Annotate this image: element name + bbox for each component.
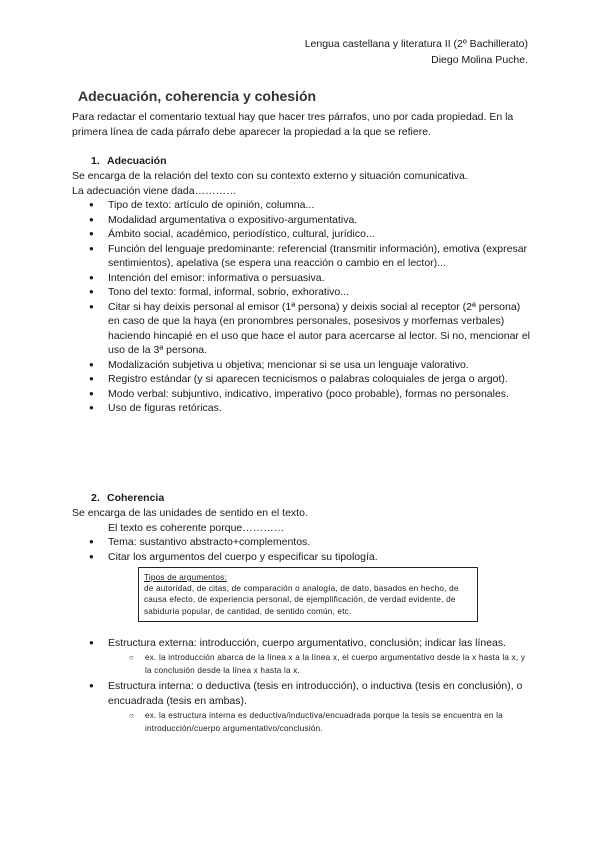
section-coherencia: [72, 491, 532, 735]
bullet-list: [72, 636, 532, 651]
list-item: ● Citar los argumentos del cuerpo y especificar su tipología.: [72, 550, 532, 565]
list-item: ● Tema: sustantivo abstracto+complementos.: [72, 535, 532, 550]
bullet-list: [72, 198, 532, 416]
argument-types-box: [138, 567, 478, 622]
course-name: Lengua castellana y literatura II (2º Bachillerato): [304, 38, 528, 50]
section-lead: Se encarga de la relación del texto con su contexto externo y situación comunicativa.: [72, 170, 468, 182]
list-item: ● Modo verbal: subjuntivo, indicativo, imperativo (poco probable), formas no personales.: [72, 387, 532, 402]
document-header: [305, 37, 528, 68]
section-number: 2.: [91, 492, 100, 504]
section-lead: La adecuación viene dada…………: [72, 184, 237, 197]
sub-list: [72, 710, 532, 735]
bullet-list: [72, 679, 532, 708]
list-item: ● Tipo de texto: artículo de opinión, columna...: [72, 198, 532, 213]
list-item: ● Registro estándar (y si aparecen tecnicismos o palabras coloquiales de jerga o argot).: [72, 372, 532, 387]
sub-list-item: ○ ex. la introducción abarca de la línea x a la línea x, el cuerpo argumentativo desde la x hasta la x, y la conclusión desde la línea x hasta la x.: [72, 652, 532, 677]
list-item: ● Modalización subjetiva u objetiva; mencionar si se usa un lenguaje valorativo.: [72, 358, 532, 373]
section-heading: [72, 491, 532, 506]
list-item: ● Modalidad argumentativa o expositivo-argumentativa.: [72, 213, 532, 228]
sub-list-item: ○ ex. la estructura interna es deductiva/inductiva/encuadrada porque la tesis se encuentra en la introducción/cuerpo argumentativo/conclusión.: [72, 710, 532, 735]
box-text: de autoridad, de citas, de comparación o analogía, de dato, basados en hecho, de causa efecto, de experiencia personal, de ejemplificación, de verdad evidente, de sabiduría popular, de cantidad, de sentido común, etc.: [144, 584, 459, 616]
section-number: 1.: [91, 155, 100, 167]
box-title: Tipos de argumentos:: [144, 573, 227, 582]
intro-paragraph: Para redactar el comentario textual hay que hacer tres párrafos, uno por cada propiedad. En la primera línea de cada párrafo debe aparecer la propiedad a la que se refiere.: [72, 111, 514, 138]
list-item: [72, 636, 532, 651]
list-item: ● Estructura interna: o deductiva (tesis en introducción), o inductiva (tesis en conclusión), o encuadrada (tesis en ambas).: [72, 679, 532, 708]
sub-list: [72, 652, 532, 677]
section-heading: [72, 154, 532, 169]
list-item: ● Uso de figuras retóricas.: [72, 401, 532, 416]
section-title: Adecuación: [107, 155, 167, 167]
list-item: ● Tono del texto: formal, informal, sobrio, exhorativo...: [72, 285, 532, 300]
bullet-list: [72, 535, 532, 564]
section-lead: Se encarga de las unidades de sentido en el texto.: [72, 507, 308, 519]
section-adecuacion: [72, 154, 532, 416]
section-lead: El texto es coherente porque…………: [108, 521, 285, 534]
author-name: Diego Molina Puche.: [431, 53, 528, 66]
list-item: ● Intención del emisor: informativa o persuasiva.: [72, 271, 532, 286]
list-item: ● Citar si hay deixis personal al emisor (1ª persona) y deixis social al receptor (2ª persona) en caso de que la haya (en pronombres personales, posesivos y morfemas verbales) haciendo hincapié en el uso que hace el autor para acercarse al lector. Si no, mencionar el uso de la 3ª persona.: [72, 300, 532, 358]
section-title: Coherencia: [107, 492, 165, 504]
list-item-text: Estructura externa: introducción, cuerpo argumentativo, conclusión; indicar las líneas.: [108, 636, 507, 649]
list-item: ● Ámbito social, académico, periodístico, cultural, jurídico...: [72, 227, 532, 242]
list-item: ● Función del lenguaje predominante: referencial (transmitir información), emotiva (expresar sentimientos), apelativa (se espera una reacción o cambio en el lector)...: [72, 242, 532, 271]
page-title: Adecuación, coherencia y cohesión: [78, 88, 317, 104]
